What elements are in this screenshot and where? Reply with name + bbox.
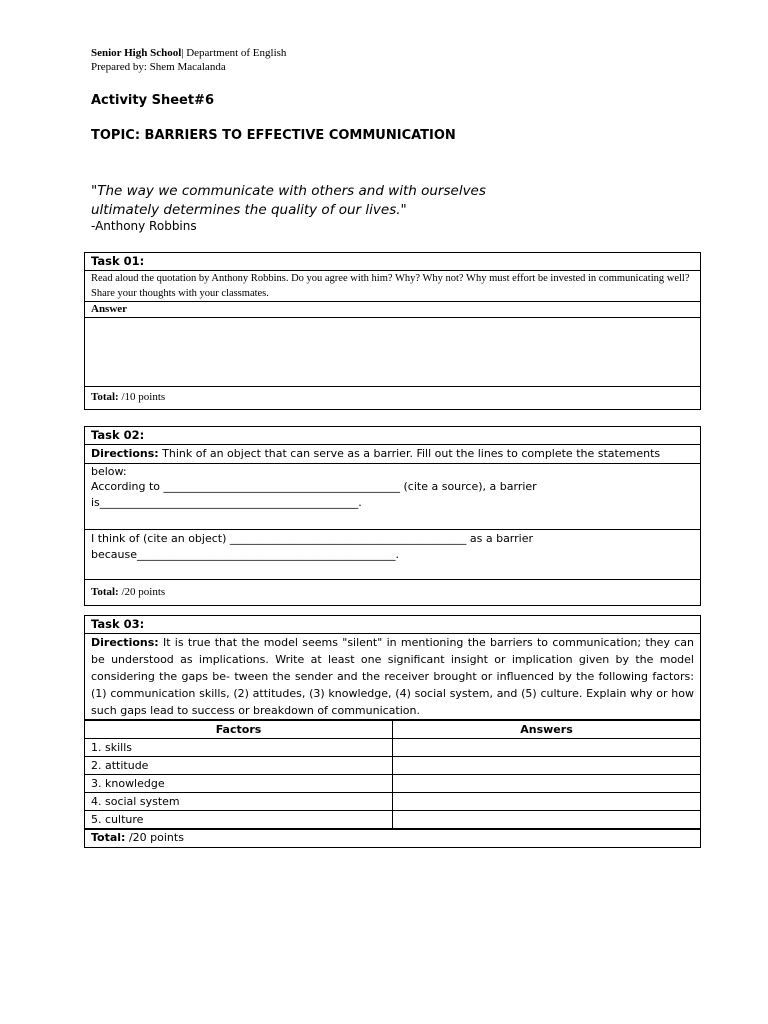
table-row	[85, 775, 700, 793]
task3-total-value: /20 points	[125, 831, 184, 844]
task2-directions-text: Think of an object that can serve as a barrier. Fill out the lines to complete the statements below:	[91, 447, 661, 478]
topic-title: TOPIC: BARRIERS TO EFFECTIVE COMMUNICATION	[91, 128, 456, 143]
task1-answer-area[interactable]	[85, 318, 700, 387]
quote-text: "The way we communicate with others and with ourselves ultimately determines the quality of our lives."	[91, 183, 486, 218]
task2-directions	[85, 445, 700, 478]
task2-total-label: Total:	[91, 586, 119, 598]
answer-cell[interactable]	[393, 775, 701, 793]
answer-cell[interactable]	[393, 757, 701, 775]
table-row	[85, 811, 700, 829]
factors-table	[85, 720, 700, 829]
factor-cell: 4. social system	[85, 793, 393, 811]
task2-label: Task 02:	[85, 427, 700, 445]
task3-label: Task 03:	[85, 616, 700, 634]
task3-total	[85, 830, 700, 847]
answer-cell[interactable]	[393, 739, 701, 757]
task2-total-value: /20 points	[118, 586, 166, 598]
col-factors: Factors	[85, 721, 393, 739]
table-row	[85, 739, 700, 757]
task1-total-value: /10 points	[118, 391, 166, 403]
sheet-title: Activity Sheet#6	[91, 93, 214, 108]
task1-box	[84, 252, 701, 410]
factors-table-wrap	[85, 720, 700, 830]
task1-total	[85, 387, 700, 409]
quote-author: -Anthony Robbins	[91, 219, 197, 233]
header-separator: |	[181, 47, 184, 59]
task3-total-label: Total:	[91, 831, 126, 844]
task1-answer-label: Answer	[85, 302, 700, 318]
answer-cell[interactable]	[393, 793, 701, 811]
document-header	[91, 46, 286, 74]
task2-statement-2[interactable]	[85, 530, 700, 580]
task3-directions-text: It is true that the model seems "silent" in mentioning the barriers to communication; they can be understood as implications. Write at least one significant insight or implication given by the model considering the gaps be- tween the sender and the receiver brought or influenced by the following factors: (1) communication skills, (2) attitudes, (3) knowledge, (4) social system, and (5) culture. Explain why or how such gaps lead to success or breakdown of communication.	[91, 636, 694, 717]
col-answers: Answers	[393, 721, 701, 739]
factor-cell: 3. knowledge	[85, 775, 393, 793]
prepared-by: Prepared by: Shem Macalanda	[91, 61, 226, 73]
task2-directions-label: Directions:	[91, 447, 159, 460]
school-department-line	[91, 46, 286, 60]
task2-statement-1-line-1: According to ___________________________________________ (cite a source), a barrier	[91, 480, 537, 493]
task2-statement-2-line-1: I think of (cite an object) ___________________________________________ as a barrier	[91, 532, 534, 545]
task2-box	[84, 426, 701, 606]
department-name: Department of English	[183, 47, 287, 59]
task3-directions	[85, 634, 700, 720]
task3-directions-label: Directions:	[91, 636, 159, 649]
task1-label: Task 01:	[85, 253, 700, 271]
task2-statement-2-line-2: because_______________________________________________.	[91, 548, 400, 561]
task3-box	[84, 615, 701, 848]
task1-prompt: Read aloud the quotation by Anthony Robbins. Do you agree with him? Why? Why not? Why must effort be invested in communicating well? Share your thoughts with your classmates.	[85, 271, 700, 302]
factor-cell: 2. attitude	[85, 757, 393, 775]
task1-total-label: Total:	[91, 391, 119, 403]
table-row	[85, 793, 700, 811]
task2-statement-1-line-2: is_______________________________________________.	[91, 496, 362, 509]
factors-table-header	[85, 721, 700, 739]
task2-total	[85, 580, 700, 605]
factor-cell: 5. culture	[85, 811, 393, 829]
school-name: Senior High School	[91, 47, 182, 59]
task2-statement-1[interactable]	[85, 464, 700, 530]
factor-cell: 1. skills	[85, 739, 393, 757]
table-row	[85, 757, 700, 775]
answer-cell[interactable]	[393, 811, 701, 829]
